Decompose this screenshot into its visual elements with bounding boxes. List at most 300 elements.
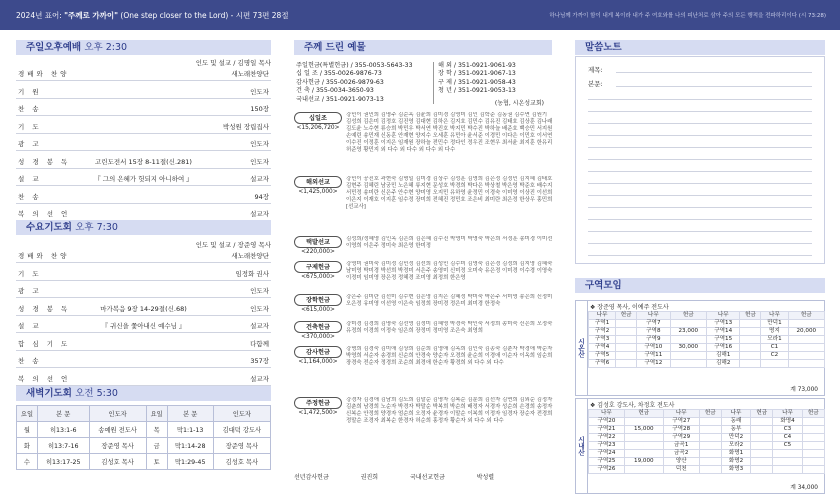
table-cell	[773, 450, 802, 458]
table-header: 요일	[146, 406, 167, 422]
cell-group-leaders: ❖ 김성호 강도사, 차정호 전도사	[590, 402, 675, 409]
order-item-person: 박성원 장립집사	[222, 122, 269, 131]
account-line: 국내선교 / 351-0921-9073-13	[296, 95, 384, 103]
table-row	[589, 466, 825, 474]
table-header: 본 문	[37, 406, 89, 422]
offering-type-tag: 건축헌금	[294, 321, 342, 333]
account-line: 감사헌금 / 355-0026-9879-63	[296, 78, 384, 86]
table-cell	[670, 352, 706, 360]
table-cell: 19,000	[624, 458, 663, 466]
note-line[interactable]	[588, 123, 812, 124]
table-cell	[740, 360, 761, 368]
order-item-label: 복 의 선 언	[18, 374, 71, 383]
footer-name-1: 권진희	[360, 474, 379, 481]
table-cell: 구역9	[637, 336, 671, 344]
table-cell: 모라2	[722, 442, 751, 450]
table-cell: 만덕2	[722, 434, 751, 442]
sunday-time: 오후 2:30	[84, 42, 128, 53]
table-cell: 히13:17-25	[37, 454, 89, 470]
cell-group-name: 시내산	[576, 399, 588, 493]
offering-donor-list: 강영미 권미숙 김미정 김민정 김선희 김성민 김수미 김영숙 김은경 김정희 김지영 김혜숙 남미영 박미경 박선희 박정미 서은주 송영미 신미정 오미숙 유은정 이미경 이수경 이영숙 이정미 임미영 장은정 정혜경 조미영 최정희 한은영	[346, 261, 553, 281]
table-cell: 구역4	[589, 344, 616, 352]
note-line[interactable]	[588, 207, 812, 208]
table-row	[589, 352, 825, 360]
cell-group-leaders: ❖ 장준영 목사, 이예주 전도사	[590, 304, 669, 311]
table-cell	[624, 450, 663, 458]
table-cell	[802, 466, 824, 474]
table-cell	[802, 418, 824, 426]
table-cell	[624, 466, 663, 474]
table-cell: C4	[773, 434, 802, 442]
table-header: 나무	[589, 410, 625, 418]
table-cell	[616, 328, 637, 336]
table-cell: 목	[146, 422, 167, 438]
table-cell	[751, 426, 773, 434]
table-cell	[751, 466, 773, 474]
table-cell	[616, 320, 637, 328]
offering-type-tag: 감사헌금	[294, 346, 342, 358]
table-cell	[699, 426, 721, 434]
order-item-label: 찬 송	[18, 192, 42, 201]
table-cell: 구역8	[637, 328, 671, 336]
table-cell	[670, 360, 706, 368]
table-header: 헌금	[624, 410, 663, 418]
order-item-label: 합 심 기 도	[18, 339, 71, 348]
table-cell: 화명2	[722, 458, 751, 466]
table-cell: 화명3	[722, 466, 751, 474]
wednesday-title: 수요기도회	[26, 222, 72, 233]
table-header: 헌금	[616, 312, 637, 320]
table-cell: 금곡2	[663, 450, 699, 458]
offering-amount: <15,206,720>	[296, 125, 340, 131]
dawn-title: 새벽기도회	[26, 388, 72, 399]
table-cell: 모라1	[761, 336, 788, 344]
order-item-person: 다함께	[250, 339, 269, 348]
table-cell	[624, 434, 663, 442]
table-cell	[670, 320, 706, 328]
table-cell: 구역13	[706, 320, 740, 328]
order-item-person: 새노래찬양단	[231, 70, 269, 78]
table-cell: 20,000	[788, 328, 824, 336]
table-cell: C1	[761, 344, 788, 352]
account-line: 청 년 / 351-0921-9053-13	[438, 87, 516, 95]
cell-group-total: 계 34,000	[790, 485, 818, 491]
table-cell	[802, 434, 824, 442]
table-cell: 월	[17, 422, 38, 438]
table-cell: C2	[761, 352, 788, 360]
table-cell: 만덕1	[761, 320, 788, 328]
account-list-right	[438, 62, 548, 96]
service-order-row	[16, 102, 271, 116]
table-header: 헌금	[740, 312, 761, 320]
table-cell	[802, 458, 824, 466]
table-cell: 덕천	[663, 466, 699, 474]
table-cell	[616, 336, 637, 344]
motto-english: (One step closer to the Lord) - 시편 73편 28절	[118, 11, 289, 20]
table-cell	[699, 450, 721, 458]
table-cell	[751, 418, 773, 426]
table-cell: 김성호 목사	[213, 454, 270, 470]
table-cell: 화명4	[773, 418, 802, 426]
order-item-label: 기 원	[18, 87, 42, 96]
table-cell: 막1:1-13	[167, 422, 213, 438]
cell-group-block	[575, 398, 825, 494]
table-cell: 구역7	[637, 320, 671, 328]
footer-name-2: 박성렬	[476, 474, 495, 481]
table-cell: 구역16	[706, 344, 740, 352]
header-bar	[0, 0, 840, 30]
table-row	[17, 438, 271, 454]
offering-type-tag: 장학헌금	[294, 294, 342, 306]
offering-type-tag: 택발선교	[294, 236, 342, 248]
table-cell: 구역12	[637, 360, 671, 368]
table-cell	[788, 360, 824, 368]
offering-donor-list: 강미경 김경희 김명숙 김선영 김정미 김혜영 박경숙 박인숙 서정희 송미숙 신은희 오정숙 유정희 이경희 이정숙 임은희 장정미 정미영 조은숙 최영희	[346, 321, 553, 334]
account-line: 십 일 조 / 355-0026-9876-73	[296, 70, 382, 78]
note-text-label: 본문:	[588, 80, 603, 88]
motto-verse: 하나님께 가까이 함이 내게 복이라 내가 주 여호와를 나의 피난처로 삼아 주의 모든 행적을 전파하리이다 (시 73:28)	[549, 13, 826, 19]
table-cell	[751, 450, 773, 458]
table-cell: 송예원 전도사	[89, 422, 146, 438]
order-item-label: 성 경 봉 독	[18, 304, 71, 313]
table-cell: 구역15	[706, 336, 740, 344]
service-order-row	[16, 207, 271, 221]
table-cell: 수	[17, 454, 38, 470]
note-line[interactable]	[588, 219, 812, 220]
table-header: 나무	[589, 312, 616, 320]
table-row	[589, 328, 825, 336]
note-title-label: 제목:	[588, 66, 603, 74]
table-header: 나무	[663, 410, 699, 418]
table-header: 인도자	[89, 406, 146, 422]
table-row	[17, 454, 271, 470]
table-cell	[773, 466, 802, 474]
offering-donor-list: 강민이 공진호 곽현숙 김명일 김미경 김상수 김성훈 김영희 김은정 김정민 김지혜 김태호 김현주 김혜린 남궁민 노은혜 류지현 문성호 박경희 박다은 박상철 박은영 박준호 배수지 서민정 송미란 신은주 안수현 양미영 오지민 유하영 윤정민 이경숙 이미영 이상진 이선희 이은지 이재호 이지훈 임수정 장미희 전혜진 정민호 조은비 최미란 최은정 한상우 홍민희 [선교사]	[346, 176, 553, 210]
table-cell	[740, 344, 761, 352]
table-cell: 구역10	[637, 344, 671, 352]
service-order-row	[16, 172, 271, 186]
wednesday-service-header	[16, 220, 271, 235]
table-header: 나무	[773, 410, 802, 418]
table-cell	[699, 458, 721, 466]
cell-group-total: 계 73,000	[790, 387, 818, 393]
table-cell: 양산	[663, 458, 699, 466]
note-line[interactable]	[588, 183, 812, 184]
table-cell: 구역22	[589, 434, 625, 442]
offering-donor-list: 강명희 김경숙 김미애 김상희 김순희 김영애 김옥희 김인숙 김종숙 김춘자 박경애 박순자 박영희 서순자 송경희 신순희 안경숙 양순자 오경희 윤순희 이경애 이순자 이옥희 임순희 장경숙 전순자 정경희 조순희 최경애 한순자 황경희 외 다수 외 다수	[346, 346, 553, 366]
note-text-line[interactable]	[616, 86, 812, 87]
table-header: 헌금	[699, 410, 721, 418]
year-motto	[16, 10, 289, 21]
sunday-service-header	[16, 40, 271, 55]
table-cell: C3	[773, 426, 802, 434]
table-header: 요일	[17, 406, 38, 422]
cell-group-block	[575, 300, 825, 396]
table-header: 나무	[706, 312, 740, 320]
table-row	[589, 360, 825, 368]
table-cell	[788, 336, 824, 344]
table-cell: 김해1	[706, 352, 740, 360]
order-item-label: 찬 송	[18, 357, 42, 365]
account-line: 건 축 / 355-0034-3650-93	[296, 87, 374, 95]
offering-amount: <675,000>	[301, 274, 335, 280]
sermon-note-box	[575, 56, 825, 264]
order-item-label: 기 도	[18, 269, 42, 278]
cell-group-table	[588, 409, 825, 474]
cell-group-header: 구역모임	[575, 278, 825, 293]
note-line[interactable]	[588, 159, 812, 160]
offering-donor-list: 강은주 김미란 김선미 김수현 김은영 김지은 김혜정 박미숙 박은주 서미영 송은희 신정미 오은정 유미영 이선영 이은숙 임정희 장미경 정은미 최미경 한정숙	[346, 294, 553, 307]
table-cell: 금	[146, 438, 167, 454]
table-cell: 구역1	[589, 320, 616, 328]
account-list-left	[296, 62, 434, 104]
table-cell: 구역25	[589, 458, 625, 466]
table-cell	[616, 352, 637, 360]
table-cell	[699, 434, 721, 442]
table-cell: 30,000	[670, 344, 706, 352]
offering-type-tag: 구제헌금	[294, 261, 342, 273]
table-cell: 23,000	[670, 328, 706, 336]
table-row	[589, 320, 825, 328]
offering-footer	[294, 472, 552, 481]
order-item-text: 마가복음 9장 14-29절(신.68)	[100, 304, 187, 313]
table-cell	[670, 336, 706, 344]
order-item-text: 『 귀신을 쫓아내신 예수님 』	[101, 322, 186, 330]
table-cell: 히13:7-16	[37, 438, 89, 454]
account-line: 구 제 / 351-0921-9058-43	[438, 78, 516, 86]
order-item-person: 인도자	[250, 304, 269, 313]
order-item-person: 인도자	[250, 157, 269, 166]
table-cell	[740, 336, 761, 344]
note-line[interactable]	[588, 255, 812, 256]
table-cell	[624, 418, 663, 426]
order-item-label: 광 고	[18, 140, 42, 148]
table-cell: 구역21	[589, 426, 625, 434]
order-item-person: 설교자	[250, 210, 269, 218]
table-row	[589, 458, 825, 466]
table-cell: 히13:1-6	[37, 422, 89, 438]
table-cell	[751, 442, 773, 450]
table-cell: 구역23	[589, 442, 625, 450]
service-order-row	[16, 137, 271, 151]
table-header: 인도자	[213, 406, 270, 422]
order-item-text: 고린도전서 15장 8-11절(신.281)	[95, 157, 192, 166]
order-item-label: 경배와 찬양	[18, 70, 70, 78]
sunday-title: 주일오후예배	[26, 42, 82, 53]
bank-note: (농협, 시온성교회)	[494, 100, 544, 107]
table-cell	[788, 352, 824, 360]
table-cell: 구역6	[589, 360, 616, 368]
table-row	[589, 434, 825, 442]
service-order-row	[16, 337, 271, 351]
table-cell: 화명1	[722, 450, 751, 458]
note-line[interactable]	[588, 195, 812, 196]
service-order-row	[16, 155, 271, 169]
footer-label-1: 선년감사헌금	[294, 474, 329, 481]
table-cell	[740, 320, 761, 328]
offering-amount: <1,425,000>	[298, 189, 338, 195]
order-item-text: 『 그의 은혜가 헛되지 아니하여 』	[94, 175, 193, 183]
table-header: 본 문	[167, 406, 213, 422]
table-row	[589, 442, 825, 450]
table-header: 나무	[761, 312, 788, 320]
table-header: 헌금	[802, 410, 824, 418]
wednesday-time: 오후 7:30	[75, 222, 118, 233]
table-cell: 구역20	[589, 418, 625, 426]
order-item-person: 임정화 권사	[235, 269, 269, 278]
table-cell: 구역3	[589, 336, 616, 344]
offering-donor-list: 강민이 권민희 김명주 김순옥 김윤희 김미경 김영미 김인 김학준 김동권 김수연 김원기 김성희 김은미 김정호 김진영 김대현 김하은 김지호 김민수 김유진 김태호 김상훈 김나래 김도윤 노수현 류승희 박민우 박서연 박진호 박지민 박수진 박하늘 배준호 백승민 서지원 손예린 송민재 신동훈 안재현 양지수 오세훈 유민아 윤서준 이경민 이다은 이민호 이서연 이수진 이정훈 이지은 임재원 장하늘 전민수 정다인 정우진 조현우 최서윤 최지훈 한유리 허준영 황민지 외 다수 외 다수 외 다수 외 다수	[346, 112, 553, 153]
table-cell	[699, 418, 721, 426]
table-cell	[761, 360, 788, 368]
order-item-label: 설 교	[18, 322, 42, 330]
cell-group-name: 시온산	[576, 301, 588, 395]
offering-amount: <220,000>	[301, 249, 335, 255]
table-cell: 동부	[722, 426, 751, 434]
table-cell: 구역11	[637, 352, 671, 360]
order-item-person: 설교자	[250, 374, 269, 383]
order-item-label: 복 의 선 언	[18, 210, 71, 218]
table-cell: 장준영 목사	[89, 438, 146, 454]
offering-donor-list: 강경자 김경애 김남희 김도희 김말순 김명자 김복순 김분희 김선자 김연희 김외순 김정자 김춘희 남경희 노순자 박경자 박말순 박복희 박순희 배정자 서경자 성순희 손경희 송정자 신복순 안정희 양경자 엄순희 오정자 윤경자 이말순 이복희 이정자 임경자 장순자 전경희 정말순 조경자 최복순 한경자 허순희 홍정자 황순자 외 다수 외 다수	[346, 397, 553, 424]
motto-text: "주께로 가까이"	[64, 11, 119, 20]
order-item-person: 인도자	[250, 140, 269, 148]
motto-prefix: 2024년 표어:	[16, 11, 65, 20]
table-cell	[740, 352, 761, 360]
table-cell	[802, 450, 824, 458]
note-line[interactable]	[588, 243, 812, 244]
table-cell: 구역2	[589, 328, 616, 336]
service-order-row	[16, 190, 271, 204]
order-item-label: 설 교	[18, 175, 42, 183]
table-cell: 구역24	[589, 450, 625, 458]
table-header: 헌금	[670, 312, 706, 320]
table-header: 헌금	[788, 312, 824, 320]
table-cell: 구역27	[663, 418, 699, 426]
order-item-person: 94장	[254, 192, 269, 201]
order-item-person: 설교자	[250, 322, 269, 330]
offering-amount: <615,000>	[301, 307, 335, 313]
order-item-person: 설교자	[250, 175, 269, 183]
table-cell: 막1:14-28	[167, 438, 213, 454]
table-header: 헌금	[751, 410, 773, 418]
table-cell	[699, 442, 721, 450]
table-cell: 구역29	[663, 434, 699, 442]
table-header: 나무	[637, 312, 671, 320]
order-item-person: 인도자	[250, 287, 269, 295]
service-order-row	[16, 302, 271, 316]
offering-type-tag: 주정헌금	[294, 397, 342, 409]
offering-amount: <1,472,500>	[298, 410, 338, 416]
table-cell: 동래	[722, 418, 751, 426]
table-cell	[788, 320, 824, 328]
table-cell	[751, 458, 773, 466]
offering-type-tag: 해외선교	[294, 176, 342, 188]
table-cell: 15,000	[624, 426, 663, 434]
offering-amount: <370,000>	[301, 334, 335, 340]
table-cell	[773, 458, 802, 466]
order-item-person: 인도자	[250, 87, 269, 96]
table-cell	[616, 344, 637, 352]
service-order-row	[16, 354, 271, 368]
order-item-label: 기 도	[18, 122, 42, 131]
note-line[interactable]	[588, 99, 812, 100]
table-cell	[699, 466, 721, 474]
order-item-label: 경배와 찬양	[18, 252, 70, 260]
table-row	[589, 426, 825, 434]
order-item-label: 광 고	[18, 287, 42, 295]
note-line[interactable]	[588, 147, 812, 148]
note-line[interactable]	[588, 231, 812, 232]
offering-amount: <1,164,000>	[298, 359, 338, 365]
table-cell: 구역5	[589, 352, 616, 360]
table-cell	[802, 426, 824, 434]
account-line: 장 학 / 351-0921-9067-13	[438, 70, 516, 78]
service-order-row	[16, 67, 271, 81]
table-cell	[751, 434, 773, 442]
offering-donor-list: 김성희/정혜영 김인옥 김은희 김은혜 김수진 박영미 박영숙 박은희 서정훈 송미경 이미선 이영희 이은주 정미숙 최은영 한미정	[346, 236, 553, 249]
table-cell: C5	[773, 442, 802, 450]
table-cell	[802, 442, 824, 450]
footer-label-2: 국내선교헌금	[410, 474, 445, 481]
table-cell: 금곡1	[663, 442, 699, 450]
sunday-leader: 인도 및 설교 / 김명일 목사	[195, 59, 271, 67]
table-row	[589, 336, 825, 344]
table-row	[589, 450, 825, 458]
table-cell	[616, 360, 637, 368]
order-item-person: 357장	[250, 357, 269, 365]
table-row	[589, 344, 825, 352]
note-line[interactable]	[588, 171, 812, 172]
table-cell	[788, 344, 824, 352]
wednesday-leader: 인도 및 설교 / 장준영 목사	[195, 241, 271, 249]
table-cell: 토	[146, 454, 167, 470]
table-cell: 장준영 목사	[213, 438, 270, 454]
table-cell	[740, 328, 761, 336]
note-line[interactable]	[588, 135, 812, 136]
service-order-row	[16, 284, 271, 298]
table-cell: 김대덕 강도사	[213, 422, 270, 438]
order-item-label: 성 경 봉 독	[18, 157, 71, 166]
offering-header: 주께 드린 예물	[294, 40, 552, 55]
service-order-row	[16, 120, 271, 134]
table-cell: 막1:29-45	[167, 454, 213, 470]
dawn-time: 오전 5:30	[75, 388, 118, 399]
dawn-schedule-table	[16, 405, 271, 470]
table-row	[17, 422, 271, 438]
table-cell: 김성호 목사	[89, 454, 146, 470]
table-cell: 화	[17, 438, 38, 454]
service-order-row	[16, 249, 271, 263]
sermon-note-header: 말씀노트	[575, 40, 825, 55]
table-cell: 구역14	[706, 328, 740, 336]
table-row	[589, 418, 825, 426]
cell-group-table	[588, 311, 825, 368]
service-order-row	[16, 319, 271, 333]
order-item-person: 새노래찬양단	[231, 252, 269, 260]
account-line: 해 외 / 351-0921-9061-93	[438, 62, 516, 69]
table-cell: 명지	[761, 328, 788, 336]
service-order-row	[16, 85, 271, 99]
note-title-line[interactable]	[616, 72, 812, 73]
note-line[interactable]	[588, 111, 812, 112]
service-order-row	[16, 372, 271, 386]
order-item-person: 150장	[250, 105, 269, 113]
account-line: 주일헌금(특별헌금) / 355-0053-5643-33	[296, 62, 413, 69]
table-cell	[624, 442, 663, 450]
table-header: 나무	[722, 410, 751, 418]
table-cell: 김해2	[706, 360, 740, 368]
